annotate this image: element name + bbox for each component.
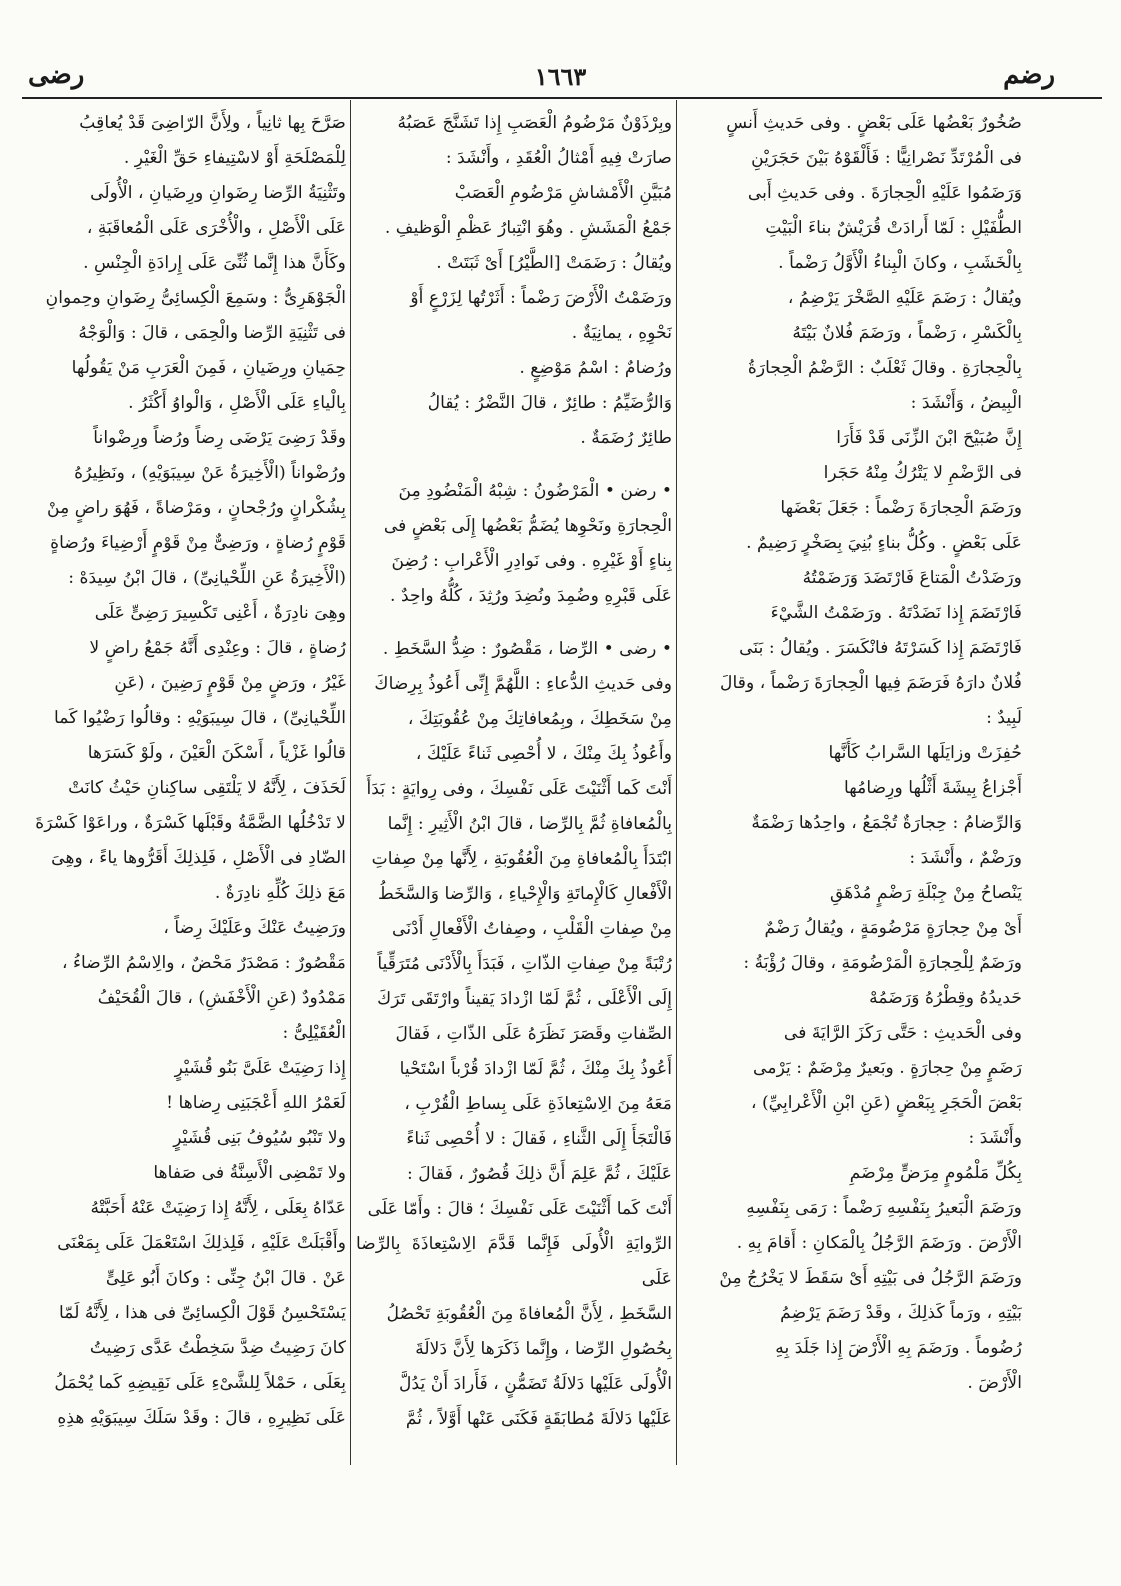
text-line: بِالْحِجارَةِ . وقالَ ثَعْلَبٌ : الرَّضْمُ الْحِجارَةُ	[747, 358, 1022, 378]
text-line: حِمَيانِ ورِضَيانِ ، فَمِنَ الْعَرَبِ مَنْ يَقُولُها	[71, 358, 346, 378]
text-line: (الْأَخِيرَةُ عَنِ اللِّحْيانِىِّ) ، قالَ ابْنُ سِيدَهْ :	[68, 568, 346, 588]
text-line: أَىْ مِنْ حِجارَةٍ مَرْضُومَةٍ ، ويُقالُ رَضْمٌ	[764, 918, 1022, 938]
header-root-left: رضى	[28, 60, 85, 90]
text-line: ورَضَمْتُ الْأَرْضَ رَضْماً : أَثَرْتُها لِزَرْعٍ أَوْ	[410, 288, 672, 308]
text-line: ويُقالُ : رَضَمَتْ [الطَّيْرُ] أَىْ ثَبَتَتْ .	[436, 253, 672, 273]
text-line: لِلْمَصْلَحَةِ أَوْ لاسْتِيفاءِ حَقِّ الْغَيْرِ .	[123, 148, 346, 168]
text-line: قَوْمٍ رُضاةٍ ، ورَضِىٌّ مِنْ قَوْمٍ أَرْضِياءَ ورُضاةٍ	[50, 533, 346, 553]
text-line: إِذا رَضِيَتْ عَلَىَّ بَنُو قُشَيْرٍ	[174, 1058, 346, 1078]
text-line: رُضاةٍ ، قالَ : وعِنْدِى أَنَّهُ جَمْعُ راضٍ لا	[89, 638, 346, 658]
text-line: عَلَى قَبْرِهِ وضُمِدَ ونُضِدَ ورُثِدَ ، كُلُّهُ واحِدٌ .	[390, 586, 672, 606]
text-line: وأَعُوذُ بِكَ مِنْكَ ، لا أُحْصِى ثَناءً عَلَيْكَ ،	[415, 744, 672, 764]
text-line: ولا تَمْضِى الْأَسِنَّةُ فى صَفاها	[153, 1163, 346, 1183]
text-line: عَلَى نَظِيرِهِ ، قالَ : وقَدْ سَلَكَ سِيبَوَيْهِ هذِهِ	[57, 1408, 346, 1428]
text-line: ورَضَمٌ لِلْحِجارَةِ الْمَرْضُومَةِ ، وقالَ رُؤْبَةُ :	[743, 953, 1022, 973]
column-divider-2	[350, 100, 351, 1465]
text-line: فى الرَّضْمِ لا يَتْرُكُ مِنْهُ حَجَرا	[823, 463, 1022, 483]
text-line: بِعَلَى ، حَمْلاً لِلشَّىْءِ عَلَى نَقِيضِهِ كَما يُحْمَلُ	[54, 1373, 346, 1393]
text-line: الْأَرْضَ .	[967, 1373, 1022, 1393]
text-line: ويُقالُ : رَضَمَ عَلَيْهِ الصَّخْرَ يَرْضِمُ ،	[787, 288, 1022, 308]
header-rule	[22, 97, 1102, 99]
text-line: وفى حَديثِ الدُّعاءِ : اللَّهُمَّ إِنِّى أَعُوذُ بِرِضاكَ	[374, 674, 672, 694]
text-line: وَرَضَمُوا عَلَيْهِ الْحِجارَةَ . وفى حَديثِ أَبى	[747, 183, 1022, 203]
text-line: مَقْصُورٌ : مَصْدَرٌ مَحْضٌ ، والِاسْمُ الرِّضاءُ ،	[61, 953, 346, 973]
text-line: لَبِيدٌ :	[986, 708, 1022, 728]
text-line: فى الْمُرْتَدِّ نَصْرانِيًّا : فَأَلْقَوْهُ بَيْنَ حَجَرَيْنِ	[751, 148, 1022, 168]
text-line: عَلَيْكَ ، ثُمَّ عَلِمَ أَنَّ ذلِكَ قُصُورٌ ، فَقالَ :	[407, 1164, 672, 1184]
text-line: جَمْعُ الْمَشَشِ . وهُوَ انْتِبارُ عَظْمِ الْوَظيفِ .	[384, 218, 672, 238]
text-line: يَسْتَحْسِنُ قَوْلَ الْكِسائِىِّ فى هذا ، لِأَنَّهُ لَمّا	[59, 1303, 346, 1323]
text-line	[356, 456, 672, 474]
text-line: بَيْتِهِ ، ورَماً كَذلِكَ ، وقَدْ رَضَمَ يَرْضِمُ	[780, 1303, 1022, 1323]
text-line: عَلَيْها دَلالَةَ مُطابَقَةٍ فَكَنَى عَنْها أَوَّلاً ، ثُمَّ	[405, 1409, 672, 1429]
text-line: وقَدْ رَضِىَ يَرْضَى رِضاً ورُضاً ورِضْواناً	[93, 428, 346, 448]
text-line: وفى الْحَديثِ : حَتَّى رَكَزَ الرَّايَةَ فى	[783, 1023, 1022, 1043]
text-line: يَنْصاحُ مِنْ جِبْلَةِ رَضْمٍ مُدْهَقِ	[829, 883, 1022, 903]
text-line: عَلَى بَعْضٍ . وكُلُّ بناءٍ بُنِيَ بِصَخْرٍ رَضِيمٌ .	[746, 533, 1022, 553]
text-line: ورَضَمَ الْحِجارَةَ رَضْماً : جَعَلَ بَعْضَها	[780, 498, 1022, 518]
column-left	[28, 106, 346, 1466]
text-line: الضّادِ فى الْأَصْلِ ، فَلِذلِكَ أَقَرُّوها ياءً ، وهِىَ	[51, 848, 346, 868]
text-line: صارَتْ فِيهِ أَمْثالُ الْعُقَدِ ، وأَنْشَدَ :	[445, 148, 672, 168]
text-line: بِحُصُولِ الرِّضا ، وإِنَّما ذَكَرَها لِأَنَّ دَلالَةَ	[415, 1339, 672, 1359]
text-line: بِشُكْرانٍ ورُجْحانٍ ، ومَرْضاةً ، فَهُوَ راضٍ مِنْ	[47, 498, 346, 518]
text-line: وَالرُّضَيِّمُ : طائِرٌ ، قالَ النَّضْرُ : يُقالُ	[427, 393, 672, 413]
column-divider-1	[676, 100, 677, 1465]
text-line: لَحَذَفَ ، لِأَنَّهُ لا يَلْتَقِى ساكِنانِ حَيْثُ كانَتْ	[68, 778, 346, 798]
text-line: فى تَثْنِيَةِ الرِّضا والْحِمَى ، قالَ : وَالْوَجْهُ	[78, 323, 346, 343]
text-line: الْعُقَيْلِىُّ :	[282, 1023, 346, 1043]
text-line: لَعَمْرُ اللهِ أَعْجَبَنِى رِضاها !	[166, 1093, 346, 1113]
column-middle	[356, 106, 672, 1466]
text-line: ورَضَمَ الرَّجُلُ فى بَيْتِهِ أَىْ سَقَطَ لا يَخْرُجُ مِنْ	[719, 1268, 1022, 1288]
page-number: ١٦٦٣	[534, 62, 587, 91]
text-line: مُبَيَّنِ الْأَمْشاشِ مَرْضُومِ الْعَصَبْ	[454, 183, 672, 203]
text-line: فَارْتَضَمَ إِذا نَضَدْتَهُ . ورَضَمْتُ الشَّيْءَ	[770, 603, 1022, 623]
text-line: حَديدُهُ وقِطْرُهُ وَرَضَمُهْ	[869, 988, 1022, 1008]
text-line: مِنْ صِفاتِ الْقَلْبِ ، وصِفاتُ الْأَفْعالِ أَدْنَى	[392, 919, 672, 939]
text-line: حُفِزَتْ وزايَلَها السَّرابُ كَأَنَّها	[828, 743, 1022, 763]
text-line: وبِرْذَوْنٌ مَرْضُومُ الْعَصَبِ إِذا تَشَنَّجَ عَصَبُهُ	[397, 113, 672, 133]
text-line: غَيْرُ ، ورَضٍ مِنْ قَوْمٍ رَضِينَ ، (عَنِ	[114, 673, 346, 693]
text-line: • رضى • الرِّضا ، مَقْصُورٌ : ضِدُّ السَّخَطِ .	[382, 639, 672, 659]
text-line: فَالْتَجَأَ إِلَى الثَّناءِ ، فَقالَ : لا أُحْصِى ثَناءً	[406, 1129, 672, 1149]
text-line: طائِرٌ رُضَمَةٌ .	[580, 428, 672, 448]
text-line: صَرَّحَ بِها ثانِياً ، ولِأَنَّ الرّاضِىَ قَدْ يُعاقِبُ	[79, 113, 346, 133]
text-line: ورُضامٌ : اسْمُ مَوْضِعٍ .	[519, 358, 672, 378]
text-line: اللِّحْيانِىِّ) ، قالَ سِيبَوَيْهِ : وقالُوا رَضْيُوا كَما	[54, 708, 346, 728]
text-line: عَلَى الْأَصْلِ ، والْأُخْرَى عَلَى الْمُعاقَبَةِ ،	[86, 218, 346, 238]
text-line: وأَقْبَلَتْ عَلَيْهِ ، فَلِذلِكَ اسْتَعْمَلَ عَلَى بِمَعْنَى	[57, 1233, 346, 1253]
text-line: مَعَهُ مِنَ الِاسْتِعاذَةِ عَلَى بِساطِ الْقُرْبِ ،	[404, 1094, 672, 1114]
text-line: ورَضَمَ الْبَعيرُ بِنَفْسِهِ رَضْماً : رَمَى بِنَفْسِهِ	[746, 1198, 1022, 1218]
text-line: ورَضْمٌ ، وأَنْشَدَ :	[909, 848, 1022, 868]
text-line: عَنْ . قالَ ابْنُ جِنِّى : وكانَ أَبُو عَلِىٍّ	[105, 1268, 346, 1288]
text-line: ورَضَدْتُ الْمَتاعَ فَارْتَضَدَ وَرَضَمْتُهُ	[802, 568, 1022, 588]
text-line: ورُضْواناً (الْأَخِيرَةُ عَنْ سِيبَوَيْهِ) ، ونَظِيرُهُ	[74, 463, 346, 483]
text-line: ولا تَنْبُو سُيُوفُ بَنِى قُشَيْرٍ	[173, 1128, 346, 1148]
column-right	[680, 106, 1022, 1466]
text-line: فُلانٌ دارَهُ فَرَضَمَ فِيها الْحِجارَةَ رَضْماً ، وقالَ	[720, 673, 1022, 693]
text-line: بِالْمُعافاةِ ثُمَّ بِالرِّضا ، قالَ ابْنُ الْأَثِيرِ : إِنَّما	[387, 814, 672, 834]
text-line: الرِّوايَةِ الْأُولَى فَإِنَّما قَدَّمَ الِاسْتِعاذَةَ بِالرِّضا عَلَى	[356, 1234, 672, 1289]
text-line: الْأَفْعالِ كَالْإِماتَةِ وَالْإِحْياءِ ، وَالرِّضا وَالسَّخَطُ	[377, 884, 672, 904]
text-line: قالُوا غَزْياً ، أَسْكَنَ الْعَيْنَ ، ولَوْ كَسَرَها	[87, 743, 346, 763]
text-line: إِلَى الْأَعْلَى ، ثُمَّ لَمّا ازْدادَ يَقيناً وارْتَقَى تَرَكَ	[377, 989, 672, 1009]
text-line: الْأَرْضَ . ورَضَمَ الرَّجُلُ بِالْمَكانِ : أَقامَ بِهِ .	[736, 1233, 1022, 1253]
text-line: نَحْوِهِ ، يمانِيَةٌ .	[571, 323, 672, 343]
text-line: بِالْخَشَبِ ، وكانَ الْبِناءُ الْأَوَّلُ رَضْماً .	[778, 253, 1022, 273]
text-line: أَنْتَ كَما أَثْنَيْتَ عَلَى نَفْسِكَ ؛ قالَ : وأَمّا عَلَى	[367, 1199, 672, 1219]
text-line: الْحِجارَةِ ونَحْوِها يُضَمُّ بَعْضُها إِلَى بَعْضٍ فى	[383, 516, 672, 536]
text-line: وَالرِّضامُ : حِجارَةٌ تُجْمَعُ ، واحِدُها رَضْمَةٌ	[751, 813, 1022, 833]
text-line: الْبِيضُ ، وَأَنْشَدَ :	[910, 393, 1022, 413]
text-line: وكَأَنَّ هذا إِنَّما ثُنِّىَ عَلَى إِرادَةِ الْجِنْسِ .	[83, 253, 346, 273]
text-line: ابْتَدَأَ بِالْمُعافاةِ مِنَ الْعُقُوبَةِ ، لِأَنَّها مِنْ صِفاتِ	[371, 849, 672, 869]
text-line: الطُّفَيْلِ : لَمّا أَرادَتْ قُرَيْشٌ بناءَ الْبَيْتِ	[765, 218, 1022, 238]
text-line: أَنْتَ كَما أَثْنَيْتَ عَلَى نَفْسِكَ ، وفى رِوايَةٍ : بَدَأَ	[366, 779, 672, 799]
text-line: فَارْتَضَمَ إِذا كَسَرْتَهُ فانْكَسَرَ . ويُقالُ : بَنَى	[739, 638, 1022, 658]
text-line: وأَنْشَدَ :	[968, 1128, 1022, 1148]
text-line: الْجَوْهَرِىُّ : وسَمِعَ الْكِسائِىُّ رِضَوانِ وحِموانِ	[45, 288, 346, 308]
text-line: السَّخَطِ ، لِأَنَّ الْمُعافاةَ مِنَ الْعُقُوبَةِ تَحْصُلُ	[386, 1304, 672, 1324]
text-line: بِكُلِّ مَلْمُومٍ مِرَضٍّ مِرْضَمِ	[849, 1163, 1022, 1183]
text-line: وتَثْنِيَةُ الرِّضا رِضَوانِ ورِضَيانِ ، الْأُولَى	[90, 183, 346, 203]
text-line: بَعْضَ الْحَجَرِ بِبَعْضٍ (عَنِ ابْنِ الْأَعْرابِيِّ) ،	[750, 1093, 1022, 1113]
text-line: مَمْدُودٌ (عَنِ الْأَخْفَشِ) ، قالَ الْقُحَيْفُ	[97, 988, 346, 1008]
text-line: كانَ رَضِيتُ ضِدَّ سَخِطْتُ عَدَّى رَضِيتُ	[89, 1338, 346, 1358]
text-line: أَعُوذُ بِكَ مِنْكَ ، ثُمَّ لَمّا ازْدادَ قُرْباً اسْتَحْيا	[399, 1059, 672, 1079]
text-line	[356, 614, 672, 632]
text-line: بِناءٍ أَوْ غَيْرِهِ . وفى نَوادِرِ الْأَعْرابِ : رُضِنَ	[391, 551, 672, 571]
text-line: عَدّاهُ بِعَلَى ، لِأَنَّهُ إِذا رَضِيَتْ عَنْهُ أَحَبَّتْهُ	[90, 1198, 346, 1218]
text-line: إِنَّ صُبَيْحَ ابْنَ الزِّنَى قَدْ فَأَرَا	[836, 428, 1022, 448]
text-line: مِنْ سَخَطِكَ ، وبِمُعافاتِكَ مِنْ عُقُوبَتِكَ ،	[407, 709, 672, 729]
text-line: ورَضِيتُ عَنْكَ وعَلَيْكَ رِضاً ،	[163, 918, 346, 938]
text-line: • رضن • الْمَرْضُونُ : شِبْهُ الْمَنْضُودِ مِنَ	[398, 481, 672, 501]
header-root-right: رضم	[1003, 60, 1055, 90]
text-line: وهِىَ نادِرَةٌ ، أَعْنِى تَكْسِيرَ رَضِىٍّ عَلَى	[94, 603, 346, 623]
text-line: مَعَ ذلِكَ كُلِّهِ نادِرَةٌ .	[214, 883, 346, 903]
text-line: بِالْكَسْرِ ، رَضْماً ، ورَضَمَ فُلانٌ بَيْتَهُ	[792, 323, 1022, 343]
text-line: رَضَمٍ مِنْ حِجارَةٍ . وبَعيرٌ مِرْضَمٌ : يَرْمى	[753, 1058, 1022, 1078]
text-line: رُتْبَةً مِنْ صِفاتِ الذّاتِ ، فَبَدَأَ بِالْأَدْنَى مُتَرَقِّياً	[377, 954, 672, 974]
text-line: رُضُوماً . ورَضَمَ بِهِ الْأَرْضَ إِذا جَلَدَ بِهِ	[775, 1338, 1022, 1358]
text-line: صُخُورٌ بَعْضُها عَلَى بَعْضٍ . وفى حَديثِ أَنسٍ	[726, 113, 1022, 133]
text-line: لا تَدْخُلُها الضَّمَّةُ وقَبْلَها كَسْرَةٌ ، وراعَوْا كَسْرَةَ	[35, 813, 346, 833]
text-line: أَجْزاعُ بِيشَةَ أَثْلُها ورِضامُها	[843, 778, 1022, 798]
text-line: الصِّفاتِ وقَصَرَ نَظَرَهُ عَلَى الذّاتِ ، فَقالَ	[395, 1024, 672, 1044]
text-line: الْأُولَى عَلَيْها دَلالَةُ تَضَمُّنٍ ، فَأَرادَ أَنْ يَدُلَّ	[398, 1374, 672, 1394]
text-line: بِالْياءِ عَلَى الْأَصْلِ ، وَالْواوُ أَكْثَرُ .	[128, 393, 346, 413]
